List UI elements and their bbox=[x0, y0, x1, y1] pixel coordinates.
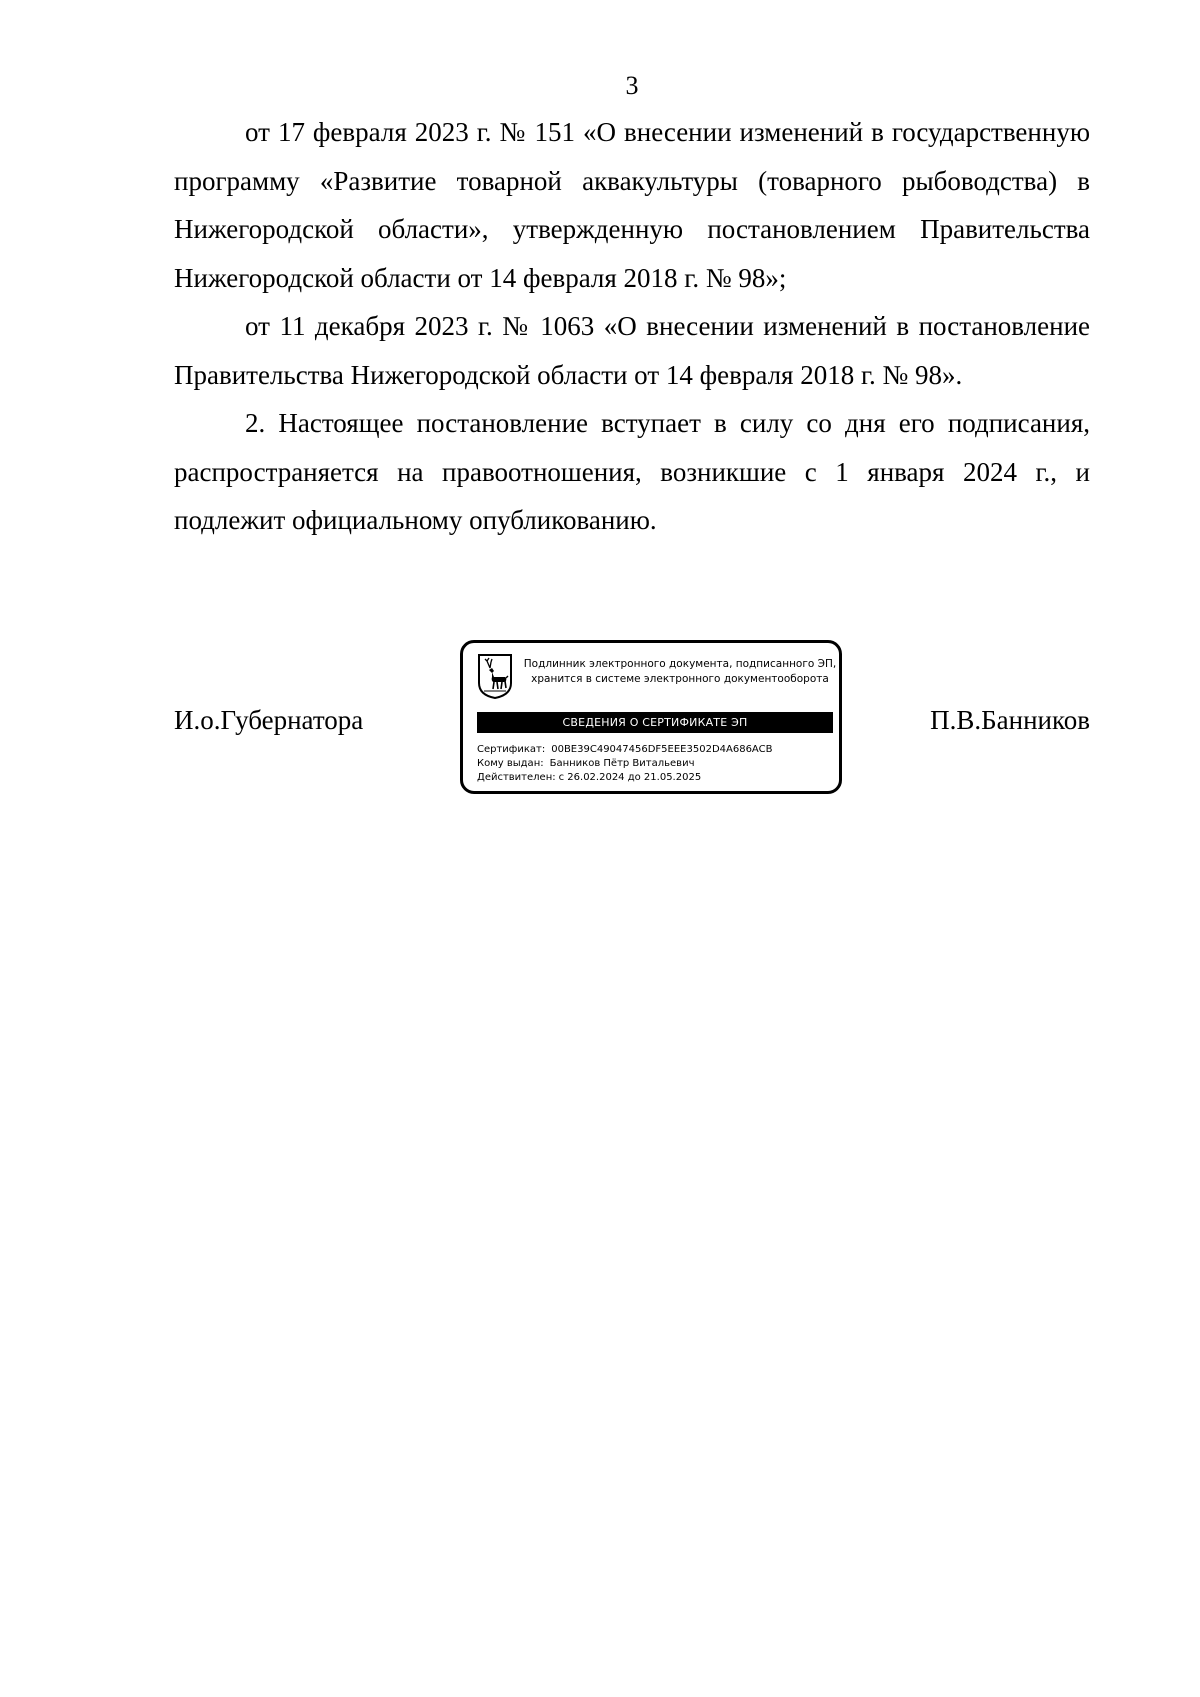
issued-to-value: Банников Пётр Витальевич bbox=[549, 758, 695, 769]
document-body bbox=[174, 108, 1090, 545]
certificate-details bbox=[477, 743, 837, 785]
deer-emblem-icon bbox=[477, 653, 513, 699]
stamp-header bbox=[521, 657, 839, 687]
validity-label: Действителен: bbox=[477, 772, 556, 783]
certificate-value: 00BE39C49047456DF5EEE3502D4A686ACB bbox=[551, 744, 773, 755]
certificate-info-bar: СВЕДЕНИЯ О СЕРТИФИКАТЕ ЭП bbox=[477, 712, 833, 733]
certificate-label: Сертификат: bbox=[477, 744, 546, 755]
electronic-signature-stamp bbox=[460, 640, 842, 794]
stamp-header-line-1: Подлинник электронного документа, подписанного ЭП, bbox=[523, 658, 837, 670]
paragraph-amendment-1063: от 11 декабря 2023 г. № 1063 «О внесении изменений в постановление Правительства Нижегородской области от 14 февраля 2018 г. № 98». bbox=[174, 311, 1090, 390]
signatory-position: И.о.Губернатора bbox=[174, 705, 364, 735]
stamp-header-line-2: хранится в системе электронного документооборота bbox=[531, 673, 829, 685]
paragraph-amendment-151: от 17 февраля 2023 г. № 151 «О внесении изменений в государственную программу «Развитие товарной аквакультуры (товарного рыбоводства) в Нижегородской области», утвержденную постановлением Правительства Нижегородской области от 14 февраля 2018 г. № 98»; bbox=[174, 117, 1090, 293]
certificate-row bbox=[477, 743, 837, 757]
paragraph-entry-into-force: 2. Настоящее постановление вступает в силу со дня его подписания, распространяется на правоотношения, возникшие с 1 января 2024 г., и подлежит официальному опубликованию. bbox=[174, 408, 1090, 535]
validity-row bbox=[477, 771, 837, 785]
signatory-name: П.В.Банников bbox=[930, 705, 1090, 735]
issued-to-label: Кому выдан: bbox=[477, 758, 544, 769]
validity-value: с 26.02.2024 до 21.05.2025 bbox=[558, 772, 702, 783]
issued-to-row bbox=[477, 757, 837, 771]
page-number: 3 bbox=[625, 71, 639, 100]
